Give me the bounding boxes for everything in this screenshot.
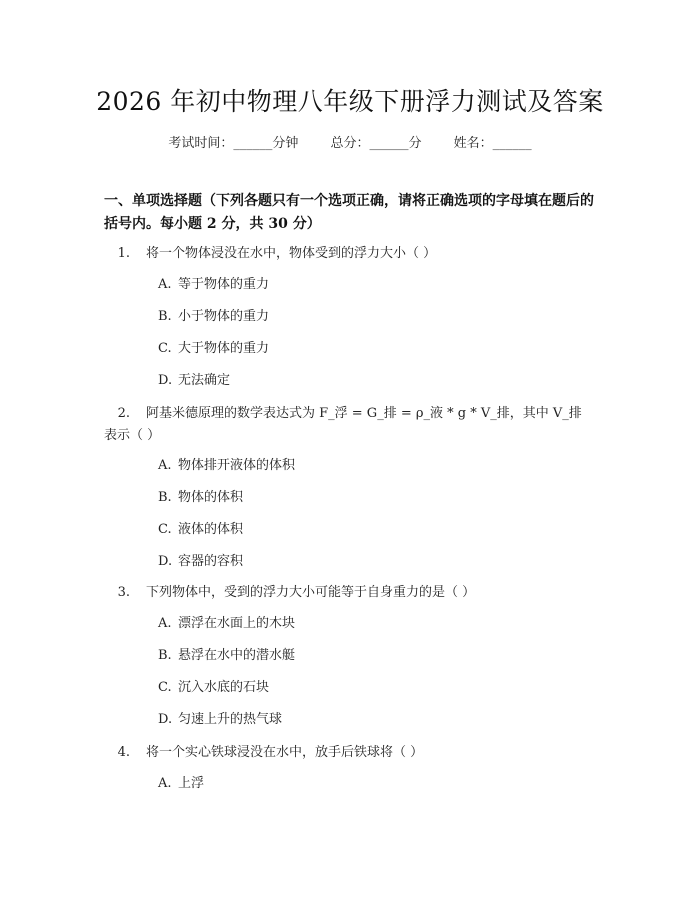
option-text: 上浮: [178, 776, 205, 791]
question-number: 4.: [117, 745, 130, 760]
question-text: 下列物体中，受到的浮力大小可能等于自身重力的是（ ）: [146, 585, 476, 600]
option-letter: A.: [158, 458, 172, 473]
option-text: 漂浮在水面上的木块: [178, 616, 296, 631]
option-letter: D.: [158, 373, 173, 388]
exam-meta: [0, 132, 700, 151]
exam-time: 考试时间：______分钟: [168, 136, 299, 151]
option-text: 液体的体积: [178, 522, 244, 537]
option-letter: B.: [158, 309, 172, 324]
option-letter: A.: [158, 776, 172, 791]
option-letter: C.: [158, 522, 172, 537]
option-text: 匀速上升的热气球: [178, 712, 283, 727]
question-text: 阿基米德原理的数学表达式为 F_浮 = G_排 = ρ_液 * g * V_排，其中 V_排 表示（ ）: [104, 406, 582, 443]
question-number: 2.: [117, 406, 130, 421]
option-4a: [158, 774, 204, 794]
option-letter: C.: [158, 680, 172, 695]
option-letter: C.: [158, 341, 172, 356]
option-2d: [158, 552, 243, 572]
option-1a: [158, 275, 269, 295]
option-letter: D.: [158, 554, 173, 569]
student-name: 姓名：______: [453, 136, 532, 151]
question-1: [104, 243, 596, 265]
option-text: 悬浮在水中的潜水艇: [178, 648, 296, 663]
option-letter: A.: [158, 616, 172, 631]
option-2a: [158, 456, 295, 476]
question-4: [104, 742, 596, 764]
exam-score: 总分：______分: [330, 136, 422, 151]
section-heading-single-choice: 一、单项选择题（下列各题只有一个选项正确，请将正确选项的字母填在题后的括号内。每小题 2 分，共 30 分）: [104, 193, 594, 232]
option-text: 容器的容积: [178, 554, 244, 569]
option-3a: [158, 614, 295, 634]
option-text: 物体排开液体的体积: [178, 458, 296, 473]
option-3c: [158, 678, 269, 698]
option-2b: [158, 488, 243, 508]
option-2c: [158, 520, 243, 540]
document-title: 2026 年初中物理八年级下册浮力测试及答案: [96, 87, 604, 116]
option-3b: [158, 646, 295, 666]
option-text: 沉入水底的石块: [178, 680, 270, 695]
question-text: 将一个实心铁球浸没在水中，放手后铁球将（ ）: [146, 745, 424, 760]
question-2: [104, 403, 596, 447]
question-text: 将一个物体浸没在水中，物体受到的浮力大小（ ）: [146, 246, 437, 261]
option-letter: B.: [158, 490, 172, 505]
option-text: 等于物体的重力: [178, 277, 270, 292]
option-1d: [158, 371, 230, 391]
option-1c: [158, 339, 269, 359]
option-letter: B.: [158, 648, 172, 663]
question-number: 1.: [117, 246, 130, 261]
question-number: 3.: [117, 585, 130, 600]
option-text: 小于物体的重力: [178, 309, 270, 324]
option-3d: [158, 710, 282, 730]
option-letter: A.: [158, 277, 172, 292]
option-letter: D.: [158, 712, 173, 727]
option-text: 大于物体的重力: [178, 341, 270, 356]
option-text: 无法确定: [178, 373, 231, 388]
question-3: [104, 582, 596, 604]
option-1b: [158, 307, 269, 327]
option-text: 物体的体积: [178, 490, 244, 505]
